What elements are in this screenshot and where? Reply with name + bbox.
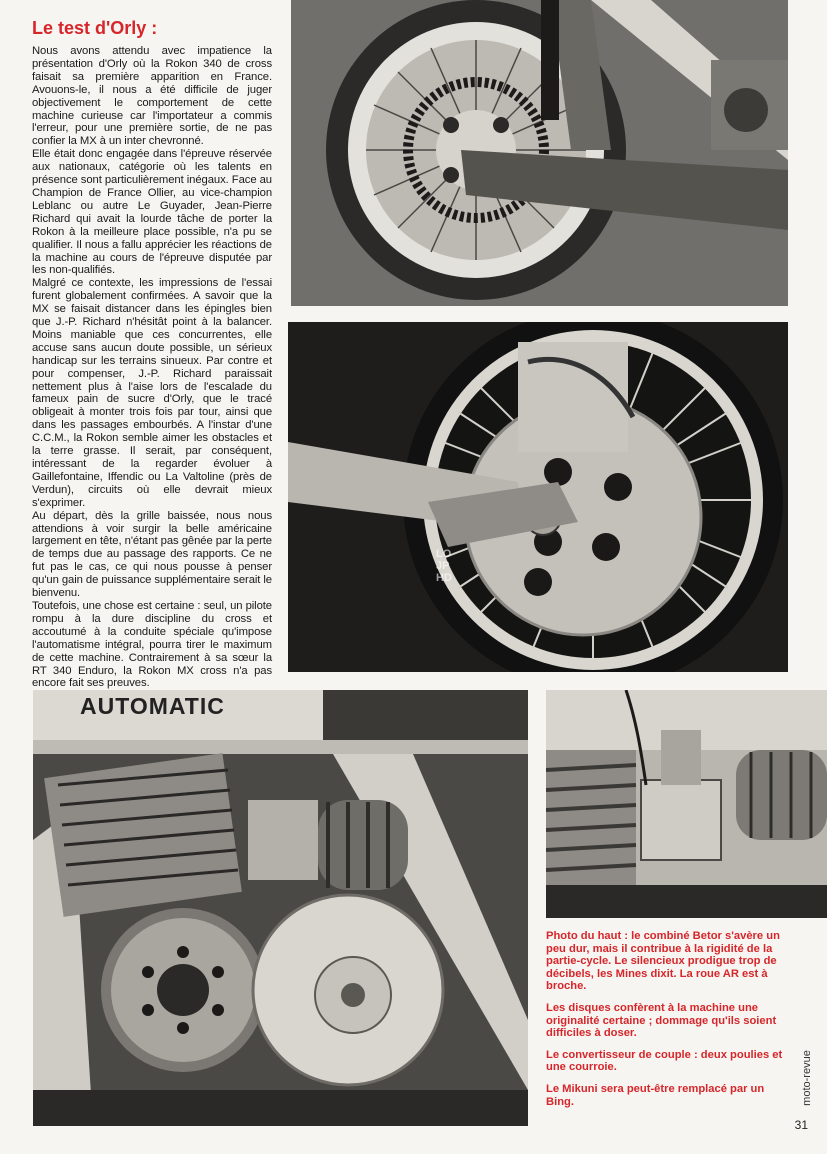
- article-paragraph: Toutefois, une chose est certaine : seul, un pilote rompu à la dure discipline du cross et accoutumé à la conduite spéciale qu'impose l'automatisme intégral, pourra tirer le maximum de cette machine. Contrairement à sa sœur la RT 340 Enduro, la Rokon MX cross n'a pas encore fait ses preuves.: [32, 599, 272, 690]
- article-column: [32, 18, 272, 690]
- article-paragraph: Elle était donc engagée dans l'épreuve réservée aux nationaux, catégorie où les talents en présence sont particulièrement inégaux. Face au Champion de France Ollier, au vice-champion Leblanc ou autre Le Guyader, Jean-Pierre Richard qui avait la lourde tâche de porter la Rokon à la meilleure place possible, n'a pu se qualifier. Il nous a fallu apprécier les réactions de la machine au cours de l'épreuve disputée par les non-qualifiés.: [32, 148, 272, 277]
- article-paragraph: Malgré ce contexte, les impressions de l'essai furent globalement confirmées. A savoir que la MX se faisait distancer dans les épingles bien que J.-P. Richard n'hésitât point à la balancer. Moins maniable que ces concurrentes, elle accuse sans aucun doute possible, un sérieux handicap sur les terrains sinueux. Par contre et pour compenser, J.-P. Richard paraissait nettement plus à l'aise lors de l'escalade du fameux pain de sucre d'Orly, que le tracé obligeait à monter trois fois par tour, ainsi que dans les passages embourbés. A l'instar d'une C.C.M., la Rokon semble aimer les obstacles et la terre grasse. Il serait, par conséquent, intéressant de la regarder évoluer à Gaillefontaine, Iffendic ou La Valtoline (près de Verdun), circuits où elle devrait mieux s'exprimer.: [32, 277, 272, 509]
- caption-carburettor: Le Mikuni sera peut-être remplacé par un Bing.: [546, 1082, 765, 1108]
- watermark-line: HD: [436, 572, 452, 584]
- caption-disc-brake: Les disques confèrent à la machine une originalité certaine ; dommage qu'ils soient difficiles à doser.: [546, 1001, 777, 1040]
- photo-automatic-label: AUTOMATIC: [80, 693, 225, 719]
- page-number: 31: [794, 1118, 808, 1132]
- watermark-line: JP: [436, 560, 450, 572]
- caption-torque-converter: Le convertisseur de couple : deux poulies et une courroie.: [546, 1048, 783, 1074]
- photo-captions: [546, 930, 786, 1117]
- article-paragraph: Au départ, dès la grille baissée, nous nous attendions à voir surgir la belle américaine largement en tête, n'étant pas gênée par la perte de temps due au passage des rapports. Ce ne fut pas le cas, ce qui nous pousse à penser qu'un gain de puissance supplémentaire serait le bienvenu.: [32, 509, 272, 600]
- magazine-name: [797, 1043, 817, 1113]
- magazine-name-text: moto-revue: [801, 1050, 813, 1106]
- photo-mikuni-carburettor: [546, 690, 827, 918]
- watermark-logo: [436, 548, 466, 588]
- photo-disc-brake: [288, 322, 788, 672]
- watermark-line: LO: [436, 548, 452, 560]
- photo-torque-converter: [33, 690, 528, 1126]
- photo-rear-wheel-chain: [291, 0, 788, 306]
- article-paragraph: Nous avons attendu avec impatience la présentation d'Orly où la Rokon 340 de cross faisait sa première apparition en France. Avouons-le, il nous a été difficile de juger objectivement le comportement de cette machine curieuse car l'importateur a commis l'erreur, pour une première sortie, de ne pas confier la MX à un inter chevronné.: [32, 45, 272, 148]
- caption-top-photo: Photo du haut : le combiné Betor s'avère un peu dur, mais il contribue à la rigidité de la partie-cycle. Le silencieux prodigue trop de décibels, les Mines dixit. La roue AR est à broche.: [546, 930, 780, 993]
- article-headline: Le test d'Orly :: [32, 18, 158, 38]
